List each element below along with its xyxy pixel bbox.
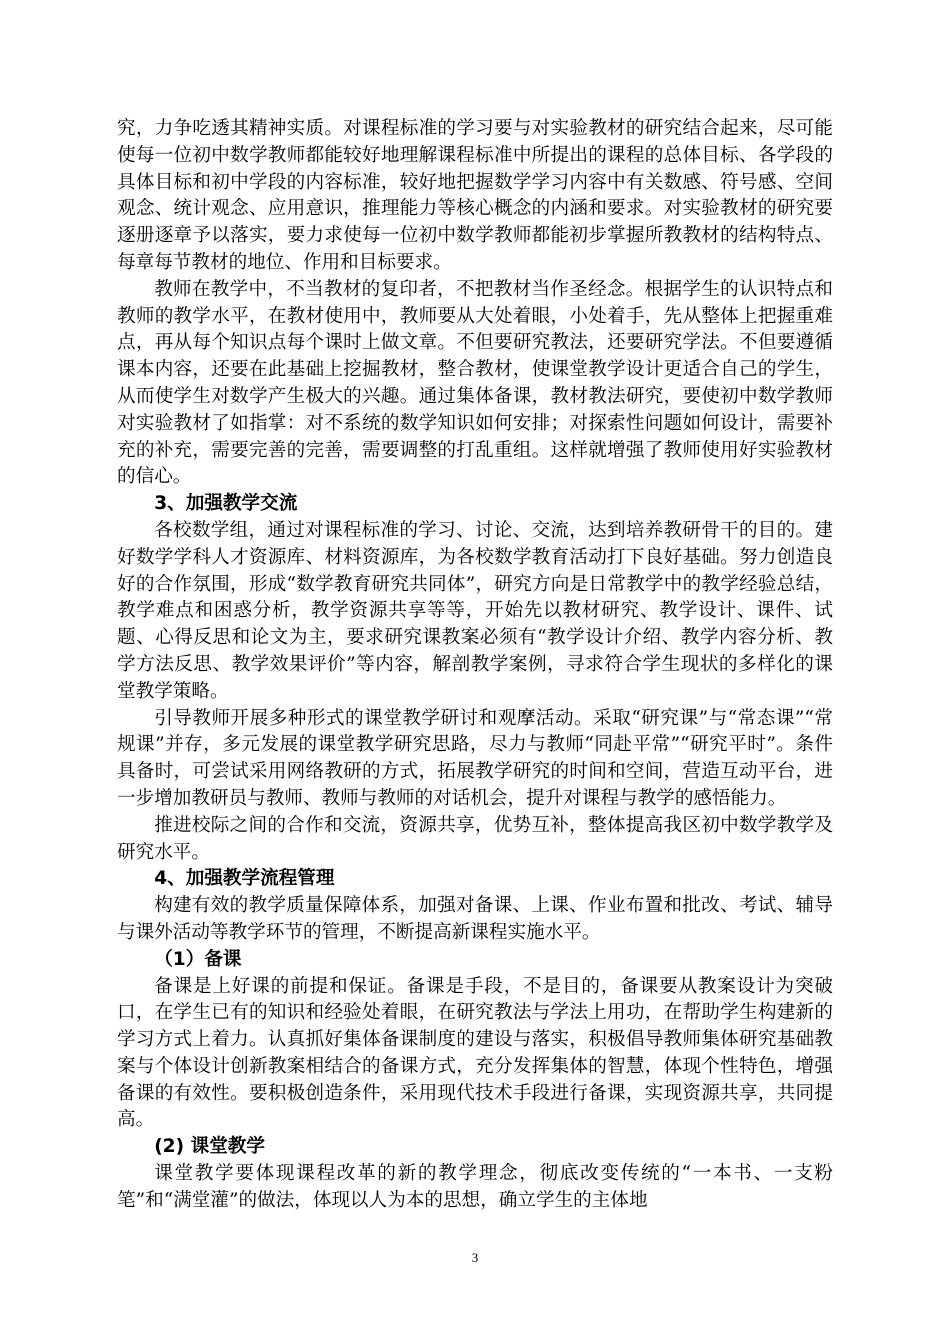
section-heading-3: 3、加强教学交流 — [154, 493, 298, 515]
subheading-classroom-teaching: (2) 课堂教学 — [154, 1136, 265, 1158]
paragraph-textbook-use: 教师在教学中，不当教材的复印者，不把教材当作圣经念。根据学生的认识特点和教师的教学水平，在教材使用中，教师要从大处着眼，小处着手，先从整体上把握重难点，再从每个知识点每个课时上做文章。不但要研究教法，还要研究学法。不但要遵循课本内容，还要在此基础上挖掘教材，整合教材，使课堂教学设计更适合自己的学生，从而使学生对数学产生极大的兴趣。通过集体备课，教材教法研究，要使初中数学教师对实验教材了如指掌：对不系统的数学知识如何安排；对探索性问题如何设计，需要补充的补充，需要完善的完善，需要调整的打乱重组。这样就增强了教师使用好实验教材的信心。 — [117, 278, 833, 488]
paragraph-school-groups: 各校数学组，通过对课程标准的学习、讨论、交流，达到培养教研骨干的目的。建好数学学科人才资源库、材料资源库，为各校数学教育活动打下良好基础。努力创造良好的合作氛围，形成“数学教育研究共同体”，研究方向是日常教学中的教学经验总结，教学难点和困惑分析，教学资源共享等等，开始先以教材研究、教学设计、课件、试题、心得反思和论文为主，要求研究课教案必须有“教学设计介绍、教学内容分析、教学方法反思、教学效果评价”等内容，解剖教学案例，寻求符合学生现状的多样化的课堂教学策略。 — [117, 519, 833, 702]
paragraph-classroom-teaching: 课堂教学要体现课程改革的新的教学理念，彻底改变传统的“一本书、一支粉笔”和“满堂灌”的做法，体现以人为本的思想，确立学生的主体地 — [117, 1163, 833, 1211]
page-number: 3 — [471, 1250, 479, 1265]
section-heading-4: 4、加强教学流程管理 — [154, 868, 335, 890]
subheading-lesson-prep: （1）备课 — [154, 948, 242, 970]
paragraph-inter-school: 推进校际之间的合作和交流，资源共享，优势互补，整体提高我区初中数学教学及研究水平。 — [117, 814, 833, 863]
paragraph-observation-activities: 引导教师开展多种形式的课堂教学研讨和观摩活动。采取“研究课”与“常态课”“常规课”并存，多元发展的课堂教学研究思路，尽力与教师“同赴平常”“研究平时”。条件具备时，可尝试采用网络教研的方式，拓展教学研究的时间和空间，营造互动平台，进一步增加教研员与教师、教师与教师的对话机会，提升对课程与教学的感悟能力。 — [117, 707, 833, 809]
paragraph-lesson-prep: 备课是上好课的前提和保证。备课是手段，不是目的，备课要从教案设计为突破口，在学生已有的知识和经验处着眼，在研究教法与学法上用功，在帮助学生构建新的学习方式上着力。认真抓好集体备课制度的建设与落实，积极倡导教师集体研究基础教案与个体设计创新教案相结合的备课方式，充分发挥集体的智慧，体现个性特色，增强备课的有效性。要积极创造条件，采用现代技术手段进行备课，实现资源共享，共同提高。 — [117, 975, 833, 1131]
paragraph-quality-system: 构建有效的教学质量保障体系，加强对备课、上课、作业布置和批改、考试、辅导与课外活动等教学环节的管理，不断提高新课程实施水平。 — [117, 895, 833, 943]
paragraph-continuation: 究，力争吃透其精神实质。对课程标准的学习要与对实验教材的研究结合起来，尽可能使每一位初中数学教师都能较好地理解课程标准中所提出的课程的总体目标、各学段的具体目标和初中学段的内容标准，较好地把握数学学习内容中有关数感、符号感、空间观念、统计观念、应用意识，推理能力等核心概念的内涵和要求。对实验教材的研究要逐册逐章予以落实，要力求使每一位初中数学教师都能初步掌握所教教材的结构特点、每章每节教材的地位、作用和目标要求。 — [117, 118, 833, 273]
body-text — [117, 116, 833, 1215]
